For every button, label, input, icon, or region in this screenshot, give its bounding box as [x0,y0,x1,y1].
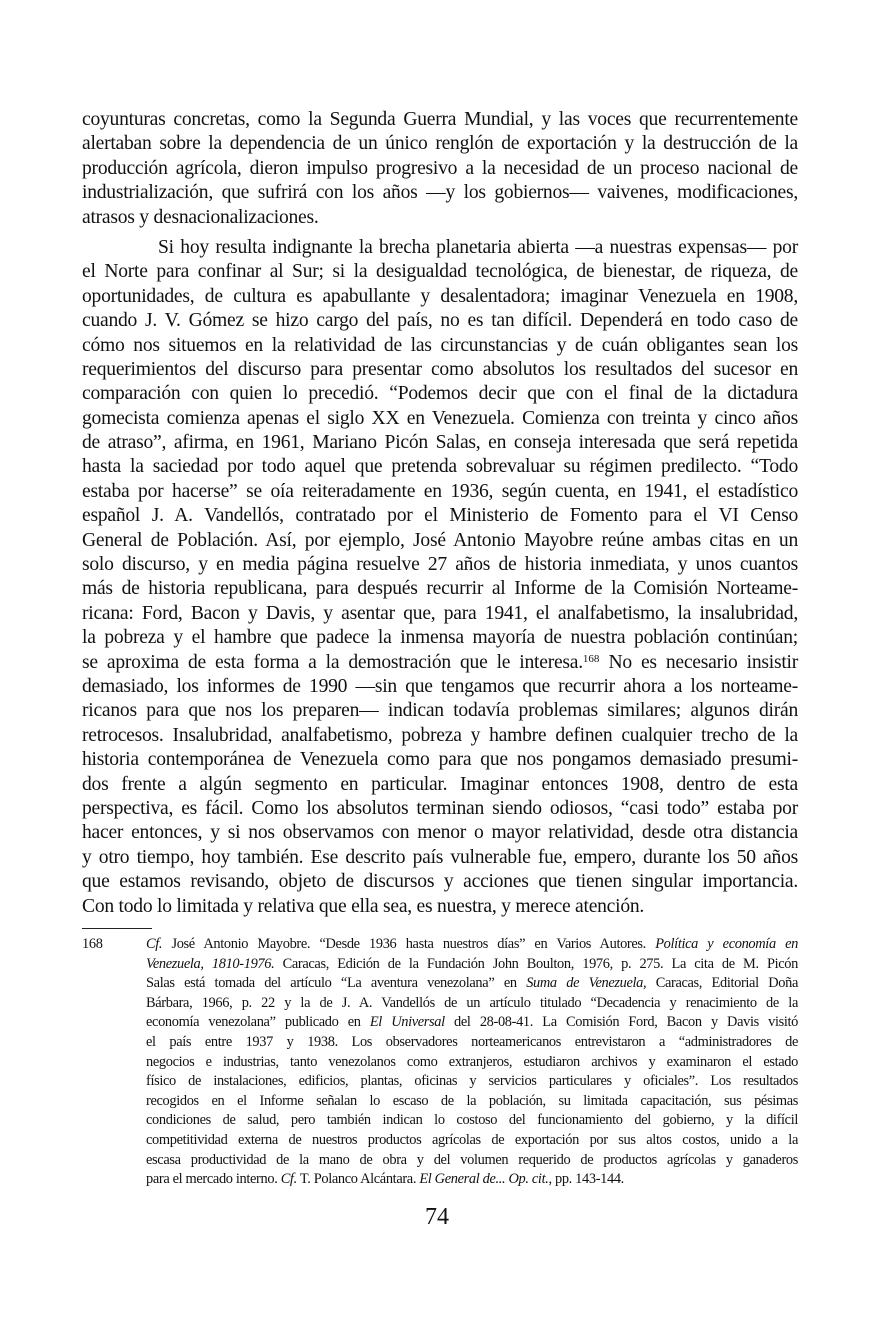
text-line: retrocesos. Insalubridad, analfabetismo, pobreza y hambre definen cualquier trecho de la [82,724,798,746]
footnote-line: Cf. José Antonio Mayobre. “Desde 1936 hasta nuestros días” en Varios Autores. Política y economía en [146,936,798,952]
footnote-line: condiciones de salud, pero también indican lo costoso del funcionamiento del gobierno, y la difícil [146,1112,798,1129]
body-text [82,108,798,919]
footnote-line: escasa productividad de la mano de obra y del volumen requerido de productos agrícolas y ganaderos [146,1151,798,1168]
footnote-line: para el mercado interno. Cf. T. Polanco Alcántara. El General de... Op. cit., pp. 143-144. [146,1171,624,1188]
footnote-separator [82,928,152,929]
text-line: que estamos revisando, objeto de discursos y acciones que tienen singular importancia. [82,871,798,893]
text-line: comparación con quien lo precedió. “Podemos decir que con el final de la dictadura [82,383,798,405]
text-line: hacer entonces, y si nos observamos con menor o mayor relatividad, desde otra distancia [82,822,798,844]
footnote-line: competitividad externa de nuestros productos agrícolas de exportación por sus altos costos, unido a la [146,1131,798,1148]
text-line: Con todo lo limitada y relativa que ella sea, es nuestra, y merece atención. [82,895,645,917]
text-line: y otro tiempo, hoy también. Ese descrito país vulnerable fue, empero, durante los 50 años [82,846,798,868]
paragraph [82,108,798,230]
footnote-number: 168 [82,936,103,952]
text-line: hasta la saciedad por todo aquel que pretenda sobrevaluar su régimen predilecto. “Todo [82,456,798,478]
text-line: General de Población. Así, por ejemplo, José Antonio Mayobre reúne ambas citas en un [82,529,798,551]
text-line: demasiado, los informes de 1990 —sin que tengamos que recurrir ahora a los norteame- [82,675,798,697]
text-line: cuando J. V. Gómez se hizo cargo del país, no es tan difícil. Dependerá en todo caso de [82,310,798,332]
footnote-line: físico de instalaciones, edificios, plantas, oficinas y servicios particulares y oficiales”. Los resultados [146,1073,798,1090]
text-line: requerimientos del discurso para presentar como absolutos los resultados del sucesor en [82,358,798,380]
text-line: solo discurso, y en media página resuelve 27 años de historia inmediata, y unos cuantos [82,554,798,576]
text-line: producción agrícola, dieron impulso progresivo a la necesidad de un proceso nacional de [82,157,798,179]
text-line: alertaban sobre la dependencia de un único renglón de exportación y la destrucción de la [82,133,798,155]
text-line: ricanos para que nos los preparen— indican todavía problemas similares; algunos dirán [82,700,798,722]
text-line: industrialización, que sufrirá con los años —y los gobiernos— vaivenes, modificaciones, [82,182,798,204]
text-line: el Norte para confinar al Sur; si la desigualdad tecnológica, de bienestar, de riqueza, de [82,261,798,283]
footnote-reference[interactable]: 168 [582,652,600,665]
footnote-line: Salas está tomada del artículo “La aventura venezolana” en Suma de Venezuela, Caracas, Editorial Doña [146,975,798,992]
paragraph [82,236,798,919]
text-line: la pobreza y el hambre que padece la inmensa mayoría de nuestra población continúan; [82,627,798,649]
text-line: perspectiva, es fácil. Como los absolutos terminan siendo odiosos, “casi todo” estaba por [82,797,798,819]
text-line: de atraso”, afirma, en 1961, Mariano Picón Salas, en conseja interesada que será repetida [82,432,798,454]
text-line: atrasos y desnacionalizaciones. [82,206,319,228]
page-number: 74 [425,1204,449,1230]
text-line: más de historia republicana, para después recurrir al Informe de la Comisión Norteame- [82,578,798,600]
text-line: se aproxima de esta forma a la demostración que le interesa.$^{168}$ No es necesario insistir [82,651,799,673]
text-line: dos frente a algún segmento en particular. Imaginar entonces 1908, dentro de esta [82,773,798,795]
text-line: cómo nos situemos en la relatividad de las circunstancias y de cuán obligantes sean los [82,334,798,356]
footnote-line: Venezuela, 1810-1976. Caracas, Edición de la Fundación John Boulton, 1976, p. 275. La cita de M. Picón [146,955,799,972]
text-line: ricana: Ford, Bacon y Davis, y asentar que, para 1941, el analfabetismo, la insalubridad, [82,602,798,624]
footnote-line: recogidos en el Informe señalan lo escaso de la población, su limitada capacitación, sus pésimas [146,1092,798,1109]
text-line: Si hoy resulta indignante la brecha planetaria abierta —a nuestras expensas— por [158,236,798,258]
footnote-line: Bárbara, 1966, p. 22 y la de J. A. Vandellós de un artículo titulado “Decadencia y renacimiento de la [146,994,798,1011]
footnote-line: negocios e industrias, tanto venezolanos como extranjeros, estudiaron archivos y examinaron el estado [146,1053,798,1070]
text-line: gomecista comienza apenas el siglo XX en Venezuela. Comienza con treinta y cinco años [82,407,798,429]
text-line: coyunturas concretas, como la Segunda Guerra Mundial, y las voces que recurrentemente [82,109,798,130]
footnote-text [146,935,798,1190]
footnote-line: el país entre 1937 y 1938. Los observadores norteamericanos entrevistaron a “administradores de [146,1033,798,1050]
footnote-168 [82,935,798,1190]
text-line: estaba por hacerse” se oía reiteradamente en 1936, según cuenta, en 1941, el estadístico [82,480,798,502]
footnote-line: economía venezolana” publicado en El Universal del 28-08-41. La Comisión Ford, Bacon y Davis visitó [146,1014,798,1031]
text-line: español J. A. Vandellós, contratado por el Ministerio de Fomento para el VI Censo [82,505,798,527]
text-line: historia contemporánea de Venezuela como para que nos pongamos demasiado presumi- [82,749,798,771]
text-line: oportunidades, de cultura es apabullante y desalentadora; imaginar Venezuela en 1908, [82,285,798,307]
